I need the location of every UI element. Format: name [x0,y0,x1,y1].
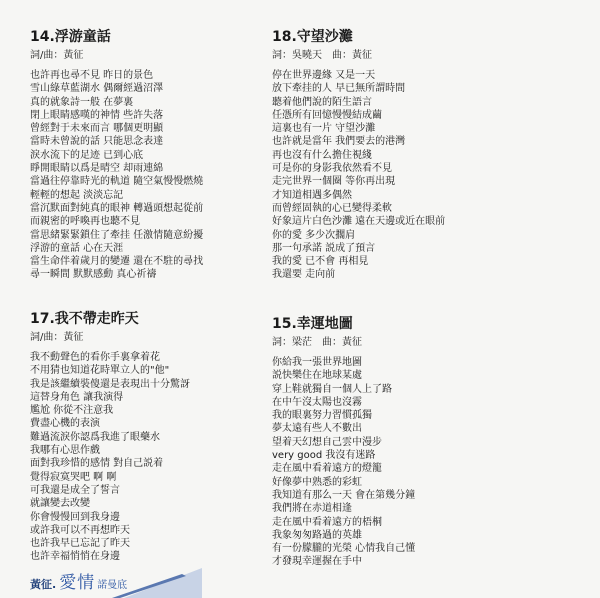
lyrics-list [30,351,280,564]
footer-album-subtitle: 諾曼底 [97,580,128,591]
lyric-line: 任憑所有回憶慢慢結成繭 [272,109,382,121]
lyric-line: 望着天幻想自己雲中漫步 [272,436,382,448]
lyric-line: 才知道相遇多偶然 [272,189,352,201]
lyric-line: 睜開眼睛以爲是晴空 却雨連綿 [30,163,164,175]
lyric-line: 好像夢中熟悉的彩虹 [272,476,362,488]
lyric-line: 當沉默面對純真的眼神 轉過頭想起從前 [30,202,204,214]
lyric-line: 當過往停靠時光的軌道 隨空氣慢慢燃燒 [30,176,204,188]
lyric-line: 浮游的童話 心在天涯 [30,242,124,254]
lyric-line: 我不動聲色的看你手裏拿着花 [30,352,160,363]
lyric-line: 説快樂住在地球某處 [272,370,362,382]
lyric-line: 走完世界一個圈 等你再出現 [272,176,396,188]
lyric-line: 這裏也有一片 守望沙灘 [272,123,376,135]
lyric-line: 我還要 走向前 [272,269,336,281]
lyric-line: 放下牽挂的人 早已無所謂時間 [272,83,406,95]
lyric-line: 也許再也尋不見 昨日的景色 [30,70,154,81]
song-15-block [272,315,572,569]
lyric-line: 難過流淚你認爲我進了眼藥水 [30,431,160,443]
lyric-line: 穿上鞋就獨自一個人上了路 [272,383,392,395]
lyric-line: 再也沒有什么擔住視綫 [272,149,372,161]
lyric-line: 走在風中看着遠方的梧桐 [272,516,382,528]
footer-artist: 黃征. [30,578,57,591]
lyric-line: 費盡心機的表演 [30,418,100,430]
lyric-line: 輕輕的想起 淡淡忘記 [30,189,124,201]
lyric-line: 當時未曾說的話 只能思念表達 [30,136,164,148]
lyric-line: 有一份朦朧的光榮 心情我自己懂 [272,543,416,555]
song-17-block [30,310,280,564]
song-credit: 詞：梁茫 曲：黃征 [272,337,362,348]
lyric-line: 我們將在赤道相逢 [272,503,352,515]
lyric-line: 不用猜也知道花時單立人的"他" [30,365,170,377]
song-18-block [272,28,572,282]
lyric-line: 面對我珍惜的感情 對自己説着 [30,458,164,470]
lyric-line: 真的就象詩一般 在夢裏 [30,96,134,108]
lyric-line: 停在世界邊緣 又是一天 [272,70,376,81]
song-credit: 詞：吳曉天 曲：黃征 [272,50,372,61]
song-title: 14.浮游童話 [30,29,111,45]
decorative-corner-graphic [112,560,202,598]
lyric-line: 走在風中看着遠方的燈籠 [272,463,382,475]
lyric-line: 聽着他們說的陌生語言 [272,96,372,108]
song-title: 15.幸運地圖 [272,316,353,332]
song-14-block [30,28,280,282]
lyric-line: 也許幸福悄悄在身邊 [30,551,120,563]
lyric-line: 覺得寂寞哭吧 啊 啊 [30,471,117,483]
lyric-line: 也許我早已忘記了昨天 [30,538,130,550]
lyric-line: 可是你的身影我依然看不見 [272,163,392,175]
lyric-line: 那一句承諾 説成了預言 [272,242,376,254]
lyric-line: 你的愛 多少次擱肩 [272,229,356,241]
lyric-line: 尋一瞬間 默默感動 真心祈禱 [30,269,157,281]
lyric-line: 就讓變去改變 [30,498,90,510]
lyric-line: 當生命伴着歲月的變遷 還在不駐的尋找 [30,256,204,268]
lyric-line: 而曾經固執的心已變得柔軟 [272,202,392,214]
lyric-line: 曾經對于未來而言 哪個更明顯 [30,123,164,135]
song-credit: 詞/曲：黃征 [30,50,84,61]
lyric-line: 我的眼裏努力習慣孤獨 [272,410,372,422]
lyric-line: 我哪有心思作戲 [30,445,100,457]
lyric-line: 我知道有那么一天 會在第幾分鐘 [272,489,416,501]
lyric-line: 雪山綠草藍湖水 偶爾經過沼澤 [30,83,164,95]
footer-album-title: 愛情 [59,573,96,593]
lyric-line: 好象這片白色沙灘 遠在天邊或近在眼前 [272,216,446,228]
song-title: 18.守望沙灘 [272,29,353,45]
lyric-line: 尷尬 你從不注意我 [30,405,114,417]
lyric-line: 也許就是當年 我們要去的港灣 [272,136,406,148]
lyric-line: 而親密的呼喚再也聽不見 [30,216,140,228]
lyric-line: 可我還是成全了誓言 [30,484,120,496]
song-title: 17.我不帶走昨天 [30,311,139,327]
lyric-line: 夢太遠有些人不數出 [272,423,362,435]
song-credit: 詞/曲：黃征 [30,332,84,343]
lyric-line: 在中午沒太陽也沒霧 [272,396,362,408]
lyric-line: 淚水流下的足迹 已到心底 [30,149,144,161]
lyric-line: 才發現幸運握在手中 [272,556,362,568]
lyrics-list [272,356,572,569]
lyrics-list [30,69,280,282]
lyric-line: 這替身角色 讓我演得 [30,391,124,403]
lyric-line: 我象匆匆路過的英雄 [272,529,362,541]
lyric-line: 當思緒緊緊鎖住了牽挂 任激情隨意紛擾 [30,229,204,241]
lyric-line: 或許我可以不再想昨天 [30,524,130,536]
lyric-line: very good 我沒有迷路 [272,450,376,462]
lyric-line: 我的愛 已不會 再相見 [272,256,369,268]
lyric-line: 閉上眼睛感嘆的神情 些許失落 [30,109,164,121]
lyric-line: 你給我一張世界地圖 [272,357,362,368]
lyrics-list [272,69,572,282]
lyric-line: 你會慢慢回到我身邊 [30,511,120,523]
lyric-line: 我是該繼續裝傻還是表現出十分驚訝 [30,378,190,390]
